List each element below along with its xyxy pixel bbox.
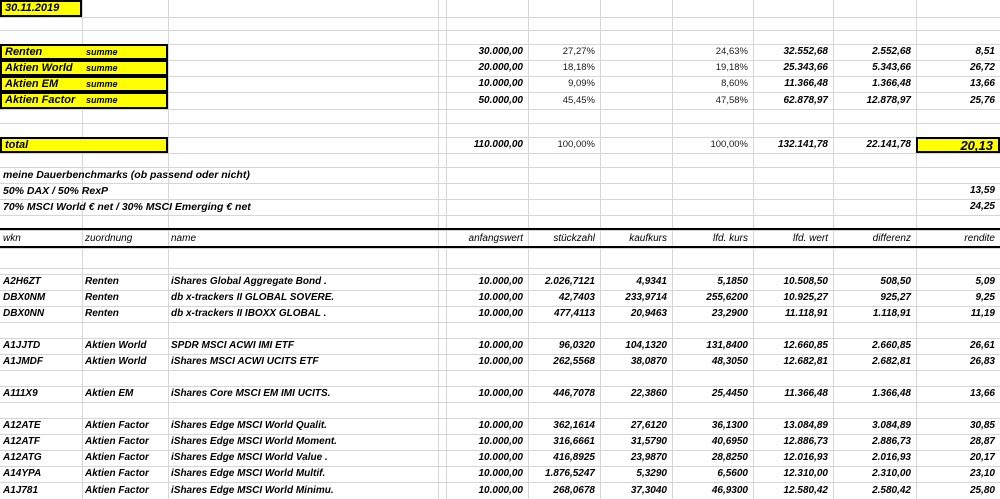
table-cell-lfd_kurs[interactable]: 6,5600 [717, 468, 748, 479]
table-cell-name[interactable]: SPDR MSCI ACWI IMI ETF [171, 340, 294, 351]
summary-plan-pct-cell[interactable]: 27,27% [562, 46, 595, 58]
table-cell-rendite[interactable]: 26,83 [969, 356, 995, 367]
summary-sub-label: summe [86, 46, 118, 57]
gridline-horizontal [0, 123, 1000, 124]
table-cell-differenz[interactable]: 1.118,91 [872, 308, 911, 319]
benchmarks-title: meine Dauerbenchmarks (ob passend oder nicht) [3, 168, 250, 181]
table-cell-wkn[interactable]: A2H6ZT [3, 276, 41, 287]
date-cell[interactable]: 30.11.2019 [0, 0, 82, 17]
table-cell-wkn[interactable]: DBX0NM [3, 292, 46, 303]
summary-label-cell[interactable] [0, 44, 168, 60]
table-cell-anfangswert[interactable]: 10.000,00 [478, 308, 523, 319]
benchmark-dax-rexp-label: 50% DAX / 50% RexP [3, 184, 109, 197]
table-cell-anfangswert[interactable]: 10.000,00 [478, 356, 523, 367]
column-header-lfd_wert: lfd. wert [792, 233, 828, 244]
table-cell-zuordnung[interactable]: Renten [85, 276, 119, 287]
table-cell-lfd_wert[interactable]: 12.886,73 [783, 436, 828, 447]
table-cell-lfd_wert[interactable]: 11.366,48 [784, 388, 828, 399]
table-cell-kaufkurs[interactable]: 31,5790 [630, 436, 667, 447]
table-cell-differenz[interactable]: 2.886,73 [872, 436, 911, 447]
table-cell-name[interactable]: iShares Core MSCI EM IMI UCITS. [171, 388, 331, 399]
table-cell-name[interactable]: iShares Edge MSCI World Multif. [171, 468, 326, 479]
table-cell-zuordnung[interactable]: Aktien World [85, 340, 147, 351]
table-cell-rendite[interactable]: 5,09 [975, 276, 995, 287]
table-cell-zuordnung[interactable]: Renten [85, 308, 119, 319]
summary-label: Aktien EM [5, 78, 59, 90]
table-cell-zuordnung[interactable]: Renten [85, 292, 119, 303]
summary-anfangswert-cell[interactable]: 10.000,00 [478, 78, 523, 89]
gridline-horizontal [0, 153, 1000, 154]
gridline-horizontal [0, 17, 1000, 18]
table-cell-anfangswert[interactable]: 10.000,00 [478, 468, 523, 479]
table-cell-name[interactable]: iShares Edge MSCI World Moment. [171, 436, 337, 447]
summary-label: Renten [5, 46, 43, 58]
gridline-horizontal [0, 30, 1000, 31]
gridline-horizontal [0, 109, 1000, 110]
table-cell-anfangswert[interactable]: 10.000,00 [478, 484, 523, 496]
table-cell-rendite[interactable]: 28,87 [969, 436, 995, 447]
summary-anfangswert-cell[interactable]: 50.000,00 [478, 94, 523, 106]
table-cell-anfangswert[interactable]: 10.000,00 [478, 452, 523, 463]
table-cell-kaufkurs[interactable]: 5,3290 [636, 468, 667, 479]
column-header-zuordnung: zuordnung [85, 233, 133, 244]
table-cell-stueckzahl[interactable]: 446,7078 [553, 388, 595, 399]
summary-differenz-cell[interactable]: 2.552,68 [872, 46, 911, 57]
table-cell-differenz[interactable]: 3.084,89 [872, 420, 911, 431]
table-cell-rendite[interactable]: 9,25 [975, 292, 995, 303]
table-cell-lfd_wert[interactable]: 13.084,89 [783, 420, 828, 431]
table-cell-kaufkurs[interactable]: 233,9714 [625, 292, 667, 303]
table-cell-lfd_wert[interactable]: 12.310,00 [783, 468, 828, 479]
table-cell-lfd_kurs[interactable]: 40,6950 [711, 436, 748, 447]
summary-plan-pct-cell[interactable]: 9,09% [568, 78, 595, 90]
table-cell-wkn[interactable]: A12ATE [3, 420, 41, 431]
table-cell-kaufkurs[interactable]: 104,1320 [625, 340, 667, 351]
summary-label-cell[interactable] [0, 76, 168, 92]
column-header-kaufkurs: kaufkurs [629, 233, 667, 244]
table-cell-name[interactable]: db x-trackers II GLOBAL SOVERE. [171, 292, 335, 303]
summary-rendite-cell[interactable]: 26,72 [969, 62, 995, 73]
summary-anfangswert-cell[interactable]: 30.000,00 [478, 46, 523, 57]
table-cell-wkn[interactable]: A14YPA [3, 468, 42, 479]
table-cell-zuordnung[interactable]: Aktien Factor [85, 468, 149, 479]
summary-plan-pct-cell[interactable]: 45,45% [562, 94, 595, 106]
summary-plan-pct-cell[interactable]: 18,18% [562, 62, 595, 74]
table-cell-kaufkurs[interactable]: 20,9463 [630, 308, 667, 319]
table-cell-differenz[interactable]: 1.366,48 [872, 388, 911, 399]
table-cell-anfangswert[interactable]: 10.000,00 [478, 340, 523, 351]
table-cell-lfd_wert[interactable]: 12.682,81 [783, 356, 828, 367]
summary-lfd-wert-cell[interactable]: 62.878,97 [783, 94, 828, 106]
table-cell-differenz[interactable]: 2.580,42 [872, 484, 911, 496]
table-cell-wkn[interactable]: A12ATF [3, 436, 41, 447]
table-cell-lfd_wert[interactable]: 12.580,42 [783, 484, 828, 496]
table-cell-kaufkurs[interactable]: 4,9341 [636, 276, 667, 287]
table-cell-name[interactable]: db x-trackers II IBOXX GLOBAL . [171, 308, 327, 319]
table-cell-stueckzahl[interactable]: 416,8925 [553, 452, 595, 463]
summary-differenz-cell[interactable]: 5.343,66 [872, 62, 911, 73]
gridline-horizontal [0, 322, 1000, 323]
table-cell-zuordnung[interactable]: Aktien Factor [85, 436, 149, 447]
table-cell-lfd_kurs[interactable]: 25,4450 [711, 388, 748, 399]
summary-rendite-cell[interactable]: 13,66 [969, 78, 995, 89]
table-cell-kaufkurs[interactable]: 37,3040 [630, 484, 667, 496]
table-cell-stueckzahl[interactable]: 316,6661 [553, 436, 595, 447]
table-cell-name[interactable]: iShares Edge MSCI World Qualit. [171, 420, 327, 431]
table-cell-wkn[interactable]: A12ATG [3, 452, 42, 463]
table-cell-lfd_kurs[interactable]: 28,8250 [711, 452, 748, 463]
gridline-horizontal [0, 215, 1000, 216]
table-cell-name[interactable]: iShares Edge MSCI World Minimu. [171, 484, 334, 496]
table-cell-rendite[interactable]: 20,17 [969, 452, 995, 463]
summary-lfd-wert-cell[interactable]: 25.343,66 [783, 62, 828, 73]
table-cell-wkn[interactable]: A111X9 [3, 388, 38, 399]
table-cell-rendite[interactable]: 11,19 [970, 308, 995, 319]
benchmark-msci-label: 70% MSCI World € net / 30% MSCI Emerging € net [3, 200, 251, 213]
table-cell-stueckzahl[interactable]: 42,7403 [558, 292, 595, 303]
gridline-horizontal [0, 402, 1000, 403]
summary-ist-pct-cell[interactable]: 47,58% [715, 94, 748, 106]
table-cell-zuordnung[interactable]: Aktien World [85, 356, 147, 367]
table-cell-lfd_wert[interactable]: 11.118,91 [784, 308, 828, 319]
summary-ist-pct-cell[interactable]: 8,60% [721, 78, 748, 90]
table-cell-wkn[interactable]: A1JJTD [3, 340, 41, 351]
table-cell-anfangswert[interactable]: 10.000,00 [478, 420, 523, 431]
table-cell-lfd_kurs[interactable]: 48,3050 [711, 356, 748, 367]
table-cell-lfd_kurs[interactable]: 36,1300 [711, 420, 748, 431]
benchmark-dax-rexp-rendite-cell[interactable]: 13,59 [969, 185, 995, 196]
table-cell-anfangswert[interactable]: 10.000,00 [478, 388, 523, 399]
table-cell-stueckzahl[interactable]: 477,4113 [554, 308, 595, 319]
column-header-name: name [171, 233, 197, 244]
table-cell-lfd_kurs[interactable]: 23,2900 [711, 308, 748, 319]
table-cell-stueckzahl[interactable]: 2.026,7121 [544, 276, 595, 287]
table-cell-zuordnung[interactable]: Aktien Factor [85, 484, 149, 496]
table-cell-lfd_kurs[interactable]: 131,8400 [706, 340, 748, 351]
benchmark-msci-rendite-cell[interactable]: 24,25 [969, 201, 995, 212]
column-header-lfd_kurs: lfd. kurs [712, 233, 748, 244]
table-cell-anfangswert[interactable]: 10.000,00 [478, 436, 523, 447]
table-cell-kaufkurs[interactable]: 27,6120 [630, 420, 667, 431]
total-rendite-cell[interactable]: 20,13 [916, 137, 1000, 153]
table-cell-stueckzahl[interactable]: 362,1614 [553, 420, 595, 431]
total-differenz-cell[interactable]: 22.141,78 [866, 139, 911, 150]
table-cell-name[interactable]: iShares Global Aggregate Bond . [171, 276, 327, 287]
summary-lfd-wert-cell[interactable]: 11.366,48 [784, 78, 828, 89]
column-header-anfangswert: anfangswert [468, 233, 523, 244]
table-cell-wkn[interactable]: A1JMDF [3, 356, 44, 367]
table-cell-stueckzahl[interactable]: 268,0678 [553, 484, 595, 496]
table-cell-kaufkurs[interactable]: 38,0870 [630, 356, 667, 367]
summary-differenz-cell[interactable]: 12.878,97 [866, 94, 911, 106]
table-cell-stueckzahl[interactable]: 1.876,5247 [544, 468, 595, 479]
table-cell-rendite[interactable]: 26,61 [969, 340, 995, 351]
total-plan-pct-cell[interactable]: 100,00% [557, 139, 595, 151]
summary-ist-pct-cell[interactable]: 24,63% [715, 46, 748, 58]
table-cell-anfangswert[interactable]: 10.000,00 [478, 276, 523, 287]
table-cell-differenz[interactable]: 2.682,81 [872, 356, 911, 367]
summary-label-cell[interactable] [0, 92, 168, 109]
gridline-vertical [438, 0, 439, 499]
table-cell-lfd_wert[interactable]: 12.016,93 [783, 452, 828, 463]
table-cell-differenz[interactable]: 508,50 [880, 276, 911, 287]
table-cell-kaufkurs[interactable]: 22,3860 [630, 388, 667, 399]
table-cell-differenz[interactable]: 2.016,93 [872, 452, 911, 463]
table-cell-lfd_wert[interactable]: 12.660,85 [783, 340, 828, 351]
column-header-differenz: differenz [872, 233, 911, 244]
summary-sub-label: summe [86, 95, 118, 105]
table-cell-differenz[interactable]: 2.660,85 [872, 340, 911, 351]
table-cell-wkn[interactable]: DBX0NN [3, 308, 45, 319]
table-cell-wkn[interactable]: A1J781 [3, 484, 39, 496]
gridline-horizontal [0, 248, 1000, 249]
table-cell-rendite[interactable]: 13,66 [969, 388, 995, 399]
table-cell-lfd_kurs[interactable]: 5,1850 [717, 276, 748, 287]
table-cell-stueckzahl[interactable]: 262,5568 [553, 356, 595, 367]
column-header-stueckzahl: stückzahl [553, 233, 595, 244]
table-cell-lfd_kurs[interactable]: 255,6200 [706, 292, 748, 303]
summary-ist-pct-cell[interactable]: 19,18% [715, 62, 748, 74]
summary-label: Aktien World [5, 62, 73, 74]
table-cell-lfd_wert[interactable]: 10.508,50 [783, 276, 828, 287]
summary-label-cell[interactable] [0, 60, 168, 76]
table-cell-stueckzahl[interactable]: 96,0320 [558, 340, 595, 351]
table-cell-lfd_kurs[interactable]: 46,9300 [711, 484, 748, 496]
table-cell-differenz[interactable]: 925,27 [880, 292, 911, 303]
total-lfd-wert-cell[interactable]: 132.141,78 [777, 139, 828, 150]
table-cell-lfd_wert[interactable]: 10.925,27 [783, 292, 828, 303]
table-cell-zuordnung[interactable]: Aktien Factor [85, 420, 149, 431]
summary-differenz-cell[interactable]: 1.366,48 [872, 78, 911, 89]
total-anfangswert-cell[interactable]: 110.000,00 [473, 139, 523, 150]
table-cell-anfangswert[interactable]: 10.000,00 [478, 292, 523, 303]
column-header-wkn: wkn [3, 233, 21, 244]
summary-label: Aktien Factor [5, 95, 76, 106]
total-ist-pct-cell[interactable]: 100,00% [710, 139, 748, 151]
summary-sub-label: summe [86, 62, 118, 73]
column-header-rendite: rendite [964, 233, 995, 244]
summary-anfangswert-cell[interactable]: 20.000,00 [478, 62, 523, 73]
table-cell-rendite[interactable]: 23,10 [969, 468, 995, 479]
summary-sub-label: summe [86, 78, 118, 89]
table-cell-differenz[interactable]: 2.310,00 [872, 468, 911, 479]
table-cell-rendite[interactable]: 30,85 [969, 420, 995, 431]
total-label-cell[interactable]: total [0, 137, 168, 153]
summary-rendite-cell[interactable]: 25,76 [969, 94, 995, 106]
table-cell-zuordnung[interactable]: Aktien EM [85, 388, 134, 399]
summary-rendite-cell[interactable]: 8,51 [975, 46, 995, 57]
table-cell-rendite[interactable]: 25,80 [969, 484, 995, 496]
gridline-horizontal [0, 370, 1000, 371]
table-cell-kaufkurs[interactable]: 23,9870 [630, 452, 667, 463]
table-cell-zuordnung[interactable]: Aktien Factor [85, 452, 149, 463]
gridline-horizontal [0, 268, 1000, 269]
summary-lfd-wert-cell[interactable]: 32.552,68 [783, 46, 828, 57]
table-cell-name[interactable]: iShares MSCI ACWI UCITS ETF [171, 356, 319, 367]
table-cell-name[interactable]: iShares Edge MSCI World Value . [171, 452, 328, 463]
